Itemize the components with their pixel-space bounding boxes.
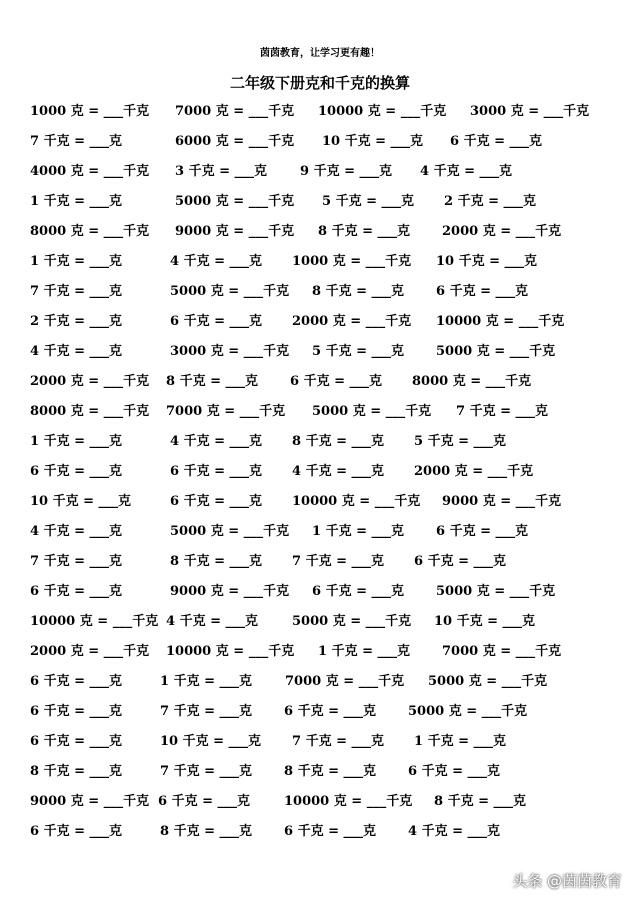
conversion-exercise: 7 千克 = ___克 (292, 554, 385, 569)
exercise-row (0, 252, 640, 282)
conversion-exercise: 6 千克 = ___克 (30, 824, 123, 839)
conversion-exercise: 10000 克 = ___千克 (292, 494, 421, 509)
conversion-exercise: 6 千克 = ___克 (30, 704, 123, 719)
conversion-exercise: 5 千克 = ___克 (312, 344, 405, 359)
conversion-exercise: 6 千克 = ___克 (30, 674, 123, 689)
conversion-exercise: 5000 克 = ___千克 (428, 674, 548, 689)
conversion-exercise: 6 千克 = ___克 (408, 764, 501, 779)
conversion-exercise: 4 千克 = ___克 (170, 254, 263, 269)
conversion-exercise: 5000 克 = ___千克 (170, 524, 290, 539)
conversion-exercise: 2000 克 = ___千克 (414, 464, 534, 479)
conversion-exercise: 7000 克 = ___千克 (442, 644, 562, 659)
conversion-exercise: 8000 克 = ___千克 (412, 374, 532, 389)
exercise-row (0, 372, 640, 402)
exercise-row (0, 762, 640, 792)
conversion-exercise: 4 千克 = ___克 (30, 344, 123, 359)
exercise-row (0, 192, 640, 222)
conversion-exercise: 8 千克 = ___克 (30, 764, 123, 779)
conversion-exercise: 2000 克 = ___千克 (292, 314, 412, 329)
conversion-exercise: 6000 克 = ___千克 (175, 134, 295, 149)
conversion-exercise: 6 千克 = ___克 (30, 734, 123, 749)
exercise-row (0, 552, 640, 582)
conversion-exercise: 5 千克 = ___克 (322, 194, 415, 209)
conversion-exercise: 6 千克 = ___克 (284, 704, 377, 719)
conversion-exercise: 5000 克 = ___千克 (436, 344, 556, 359)
conversion-exercise: 10000 克 = ___千克 (166, 644, 295, 659)
exercise-row (0, 642, 640, 672)
conversion-exercise: 7000 克 = ___千克 (285, 674, 405, 689)
conversion-exercise: 7000 克 = ___千克 (166, 404, 286, 419)
conversion-exercise: 7 千克 = ___克 (160, 764, 253, 779)
conversion-exercise: 7 千克 = ___克 (30, 134, 123, 149)
conversion-exercise: 10 千克 = ___克 (30, 494, 132, 509)
exercise-row (0, 342, 640, 372)
conversion-exercise: 2000 克 = ___千克 (442, 224, 562, 239)
conversion-exercise: 10000 克 = ___千克 (436, 314, 565, 329)
conversion-exercise: 4 千克 = ___克 (408, 824, 501, 839)
conversion-exercise: 9 千克 = ___克 (300, 164, 393, 179)
conversion-exercise: 10000 克 = ___千克 (30, 614, 159, 629)
conversion-exercise: 1000 克 = ___千克 (30, 104, 150, 119)
conversion-exercise: 10 千克 = ___克 (436, 254, 538, 269)
conversion-exercise: 1000 克 = ___千克 (292, 254, 412, 269)
exercise-row (0, 162, 640, 192)
conversion-exercise: 4 千克 = ___克 (30, 524, 123, 539)
conversion-exercise: 7 千克 = ___克 (456, 404, 549, 419)
exercise-row (0, 492, 640, 522)
exercise-row (0, 822, 640, 852)
conversion-exercise: 3000 克 = ___千克 (470, 104, 590, 119)
conversion-exercise: 6 千克 = ___克 (436, 284, 529, 299)
exercise-row (0, 312, 640, 342)
conversion-exercise: 6 千克 = ___克 (284, 824, 377, 839)
conversion-exercise: 3 千克 = ___克 (175, 164, 268, 179)
conversion-exercise: 1 千克 = ___克 (414, 734, 507, 749)
conversion-exercise: 2 千克 = ___克 (30, 314, 123, 329)
exercise-row (0, 702, 640, 732)
worksheet-title: 二年级下册克和千克的换算 (229, 74, 410, 92)
conversion-exercise: 8 千克 = ___克 (284, 764, 377, 779)
exercise-row (0, 462, 640, 492)
watermark: 头条 @茵茵教育 (512, 872, 622, 890)
conversion-exercise: 8 千克 = ___克 (318, 224, 411, 239)
conversion-exercise: 6 千克 = ___克 (170, 314, 263, 329)
exercise-row (0, 282, 640, 312)
conversion-exercise: 10 千克 = ___克 (160, 734, 262, 749)
conversion-exercise: 5 千克 = ___克 (414, 434, 507, 449)
conversion-exercise: 6 千克 = ___克 (436, 524, 529, 539)
conversion-exercise: 10 千克 = ___克 (434, 614, 536, 629)
conversion-exercise: 5000 克 = ___千克 (312, 404, 432, 419)
conversion-exercise: 4 千克 = ___克 (166, 614, 259, 629)
exercise-row (0, 132, 640, 162)
exercise-row (0, 672, 640, 702)
exercise-row (0, 402, 640, 432)
conversion-exercise: 5000 克 = ___千克 (175, 194, 295, 209)
conversion-exercise: 6 千克 = ___克 (312, 584, 405, 599)
conversion-exercise: 5000 克 = ___千克 (292, 614, 412, 629)
conversion-exercise: 8000 克 = ___千克 (30, 224, 150, 239)
conversion-exercise: 2000 克 = ___千克 (30, 644, 150, 659)
exercise-list (0, 102, 640, 852)
conversion-exercise: 2 千克 = ___克 (444, 194, 537, 209)
conversion-exercise: 6 千克 = ___克 (450, 134, 543, 149)
header-note: 茵茵教育，让学习更有趣！ (260, 48, 380, 59)
conversion-exercise: 9000 克 = ___千克 (170, 584, 290, 599)
conversion-exercise: 10000 克 = ___千克 (318, 104, 447, 119)
conversion-exercise: 3000 克 = ___千克 (170, 344, 290, 359)
conversion-exercise: 7 千克 = ___克 (30, 554, 123, 569)
conversion-exercise: 7 千克 = ___克 (30, 284, 123, 299)
exercise-row (0, 102, 640, 132)
conversion-exercise: 10000 克 = ___千克 (284, 794, 413, 809)
conversion-exercise: 1 千克 = ___克 (30, 434, 123, 449)
conversion-exercise: 8 千克 = ___克 (170, 554, 263, 569)
exercise-row (0, 792, 640, 822)
conversion-exercise: 4 千克 = ___克 (420, 164, 513, 179)
conversion-exercise: 9000 克 = ___千克 (175, 224, 295, 239)
conversion-exercise: 9000 克 = ___千克 (30, 794, 150, 809)
conversion-exercise: 1 千克 = ___克 (30, 254, 123, 269)
conversion-exercise: 4 千克 = ___克 (292, 464, 385, 479)
conversion-exercise: 8 千克 = ___克 (434, 794, 527, 809)
conversion-exercise: 6 千克 = ___克 (30, 464, 123, 479)
conversion-exercise: 8 千克 = ___克 (160, 824, 253, 839)
conversion-exercise: 6 千克 = ___克 (30, 584, 123, 599)
exercise-row (0, 612, 640, 642)
conversion-exercise: 9000 克 = ___千克 (442, 494, 562, 509)
conversion-exercise: 1 千克 = ___克 (318, 644, 411, 659)
conversion-exercise: 6 千克 = ___克 (170, 464, 263, 479)
conversion-exercise: 6 千克 = ___克 (158, 794, 251, 809)
exercise-row (0, 582, 640, 612)
exercise-row (0, 222, 640, 252)
conversion-exercise: 10 千克 = ___克 (322, 134, 424, 149)
conversion-exercise: 8000 克 = ___千克 (30, 404, 150, 419)
exercise-row (0, 732, 640, 762)
conversion-exercise: 6 千克 = ___克 (414, 554, 507, 569)
conversion-exercise: 6 千克 = ___克 (170, 494, 263, 509)
conversion-exercise: 7 千克 = ___克 (160, 704, 253, 719)
conversion-exercise: 5000 克 = ___千克 (170, 284, 290, 299)
exercise-row (0, 432, 640, 462)
conversion-exercise: 6 千克 = ___克 (290, 374, 383, 389)
conversion-exercise: 1 千克 = ___克 (312, 524, 405, 539)
conversion-exercise: 4 千克 = ___克 (170, 434, 263, 449)
conversion-exercise: 1 千克 = ___克 (30, 194, 123, 209)
conversion-exercise: 1 千克 = ___克 (160, 674, 253, 689)
conversion-exercise: 4000 克 = ___千克 (30, 164, 150, 179)
conversion-exercise: 8 千克 = ___克 (292, 434, 385, 449)
exercise-row (0, 522, 640, 552)
conversion-exercise: 2000 克 = ___千克 (30, 374, 150, 389)
conversion-exercise: 8 千克 = ___克 (312, 284, 405, 299)
conversion-exercise: 7000 克 = ___千克 (175, 104, 295, 119)
conversion-exercise: 5000 克 = ___千克 (436, 584, 556, 599)
conversion-exercise: 8 千克 = ___克 (166, 374, 259, 389)
conversion-exercise: 5000 克 = ___千克 (408, 704, 528, 719)
conversion-exercise: 7 千克 = ___克 (292, 734, 385, 749)
